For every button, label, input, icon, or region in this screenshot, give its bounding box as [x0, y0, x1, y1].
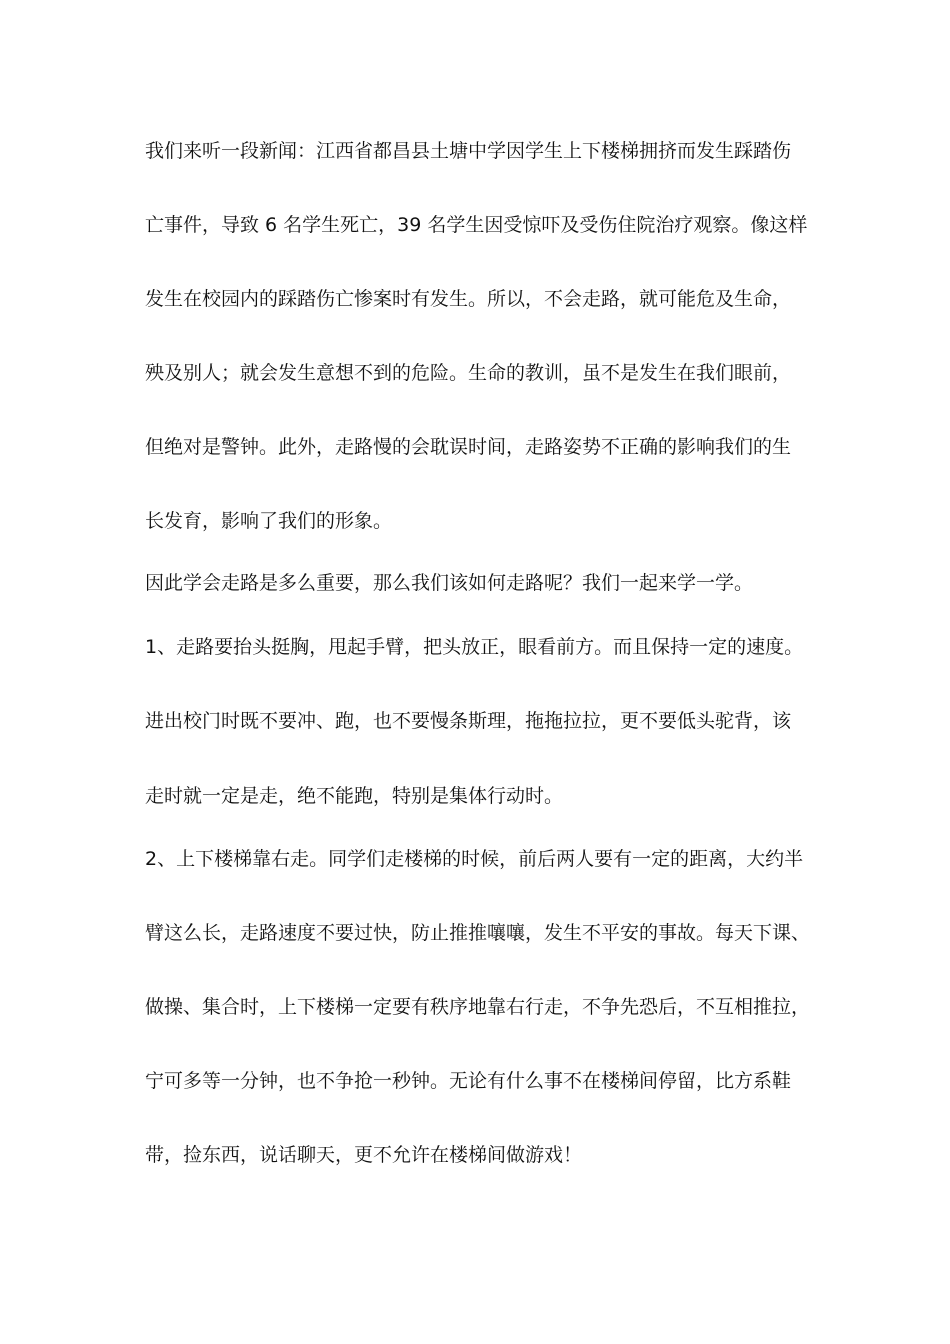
paragraph-1-line-3: 发生在校园内的踩踏伤亡惨案时有发生。所以，不会走路，就可能危及生命，: [145, 288, 792, 310]
paragraph-2-line-1: 因此学会走路是多么重要，那么我们该如何走路呢？我们一起来学一学。: [145, 572, 754, 594]
paragraph-1-line-1: 我们来听一段新闻：江西省都昌县土塘中学因学生上下楼梯拥挤而发生踩踏伤: [145, 140, 792, 162]
paragraph-1-line-2: 亡事件，导致 6 名学生死亡，39 名学生因受惊吓及受伤住院治疗观察。像这样: [145, 214, 808, 236]
paragraph-4-line-2: 臂这么长，走路速度不要过快，防止推推嚷嚷，发生不平安的事故。每天下课、: [145, 922, 811, 944]
paragraph-3-line-2: 进出校门时既不要冲、跑，也不要慢条斯理，拖拖拉拉，更不要低头驼背，该: [145, 710, 792, 732]
paragraph-1-line-5: 但绝对是警钟。此外，走路慢的会耽误时间，走路姿势不正确的影响我们的生: [145, 436, 792, 458]
paragraph-1-line-4: 殃及别人；就会发生意想不到的危险。生命的教训，虽不是发生在我们眼前，: [145, 362, 792, 384]
paragraph-4-line-5: 带，捡东西，说话聊天，更不允许在楼梯间做游戏！: [145, 1144, 583, 1166]
paragraph-4-line-3: 做操、集合时，上下楼梯一定要有秩序地靠右行走，不争先恐后，不互相推拉，: [145, 996, 811, 1018]
paragraph-1-line-6: 长发育，影响了我们的形象。: [145, 510, 393, 532]
paragraph-3-line-1: 1、走路要抬头挺胸，甩起手臂，把头放正，眼看前方。而且保持一定的速度。: [145, 636, 804, 658]
paragraph-4-line-4: 宁可多等一分钟，也不争抢一秒钟。无论有什么事不在楼梯间停留，比方系鞋: [145, 1070, 792, 1092]
paragraph-3-line-3: 走时就一定是走，绝不能跑，特别是集体行动时。: [145, 785, 564, 807]
paragraph-4-line-1: 2、上下楼梯靠右走。同学们走楼梯的时候，前后两人要有一定的距离，大约半: [145, 848, 804, 870]
